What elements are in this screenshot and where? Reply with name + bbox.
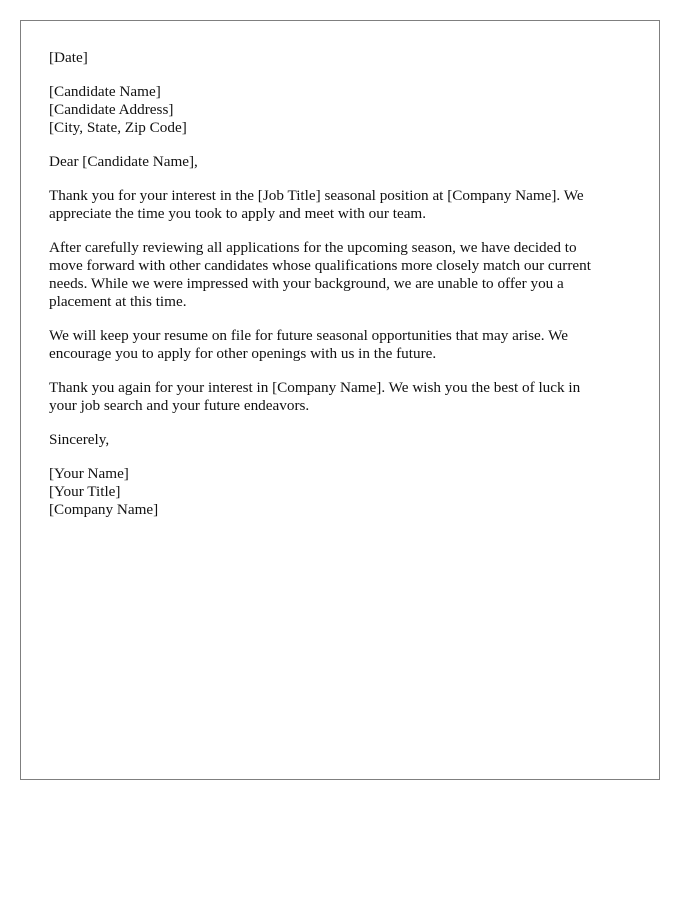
paragraph-4 — [49, 379, 627, 415]
recipient-block — [49, 83, 627, 137]
paragraph-line: encourage you to apply for other openings with us in the future. — [49, 345, 437, 362]
signature-company: [Company Name] — [49, 501, 159, 518]
paragraph-line: appreciate the time you took to apply and meet with our team. — [49, 205, 427, 222]
paragraph-line: move forward with other candidates whose qualifications more closely match our current — [49, 257, 591, 274]
paragraph-3 — [49, 327, 627, 363]
signature-title: [Your Title] — [49, 483, 121, 500]
signature-block — [49, 465, 627, 519]
paragraph-line: Thank you again for your interest in [Company Name]. We wish you the best of luck in — [49, 379, 581, 396]
recipient-address: [Candidate Address] — [49, 101, 174, 118]
closing-block — [49, 431, 627, 449]
letter-body — [49, 49, 627, 535]
paragraph-1 — [49, 187, 627, 223]
recipient-city-state-zip: [City, State, Zip Code] — [49, 119, 187, 136]
salutation-block — [49, 153, 627, 171]
letter-page — [20, 20, 660, 780]
paragraph-line: needs. While we were impressed with your background, we are unable to offer you a — [49, 275, 564, 292]
paragraph-line: placement at this time. — [49, 293, 187, 310]
paragraph-line: After carefully reviewing all applications for the upcoming season, we have decided to — [49, 239, 577, 256]
closing: Sincerely, — [49, 431, 110, 448]
recipient-name: [Candidate Name] — [49, 83, 161, 100]
salutation: Dear [Candidate Name], — [49, 153, 198, 170]
paragraph-line: We will keep your resume on file for future seasonal opportunities that may arise. We — [49, 327, 568, 344]
date-block — [49, 49, 627, 67]
paragraph-line: Thank you for your interest in the [Job Title] seasonal position at [Company Name]. We — [49, 187, 584, 204]
paragraph-2 — [49, 239, 627, 311]
paragraph-line: your job search and your future endeavors. — [49, 397, 310, 414]
letter-date: [Date] — [49, 49, 88, 66]
signature-name: [Your Name] — [49, 465, 129, 482]
